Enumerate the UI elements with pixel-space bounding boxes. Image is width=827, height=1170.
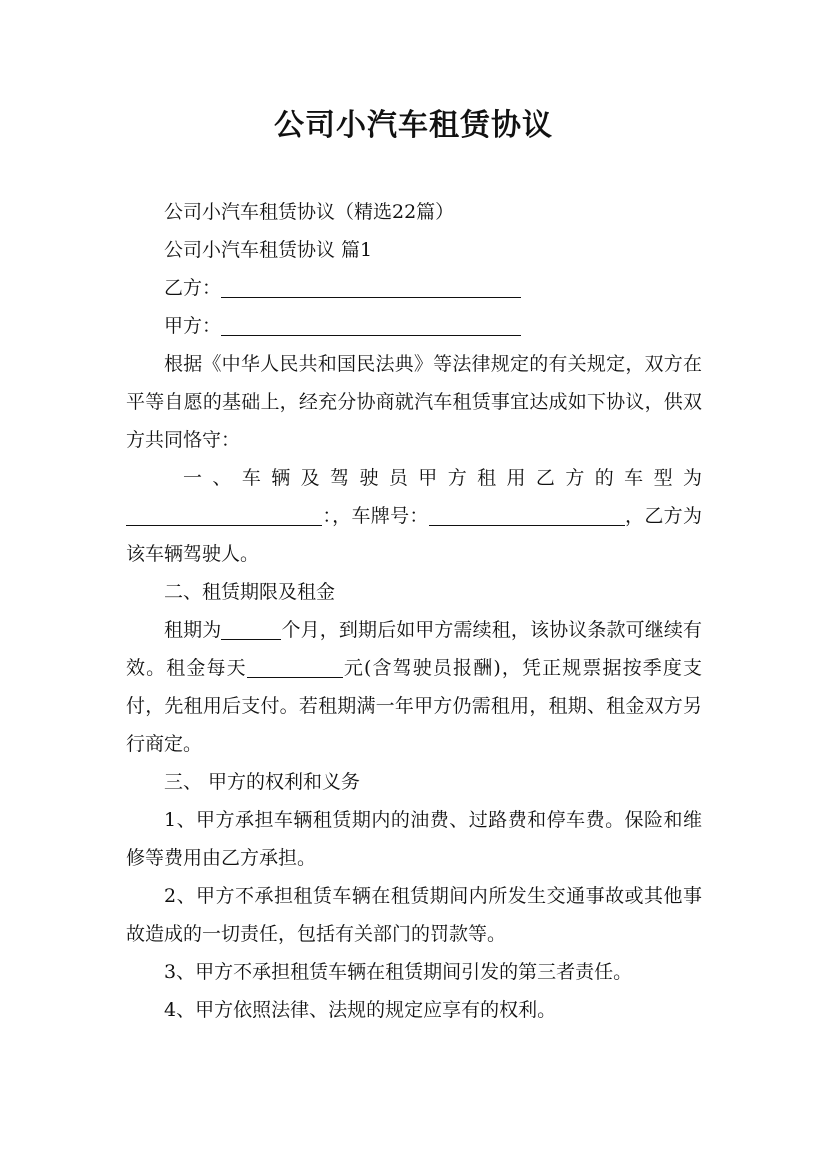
- section-heading: 公司小汽车租赁协议 篇1: [164, 239, 373, 261]
- item-3: 3、甲方不承担租赁车辆在租赁期间引发的第三者责任。: [164, 961, 633, 983]
- heading-3: 三、 甲方的权利和义务: [164, 771, 361, 793]
- clause-2-part3: 元(含驾驶员报酬)，凭正规票据按季度支付，先租用后支付。若租期满一年甲方仍需租用，租期、租金双方另行商定。: [126, 657, 702, 755]
- party-b-blank: [221, 273, 521, 298]
- heading-2: 二、租赁期限及租金: [164, 581, 336, 603]
- daily-rent-blank: [247, 653, 343, 678]
- clause-1-paragraph: [126, 459, 702, 573]
- document-body: [126, 193, 702, 1029]
- subtitle: 公司小汽车租赁协议（精选22篇）: [164, 201, 455, 223]
- plate-number-blank: [429, 501, 625, 526]
- party-a-line: [126, 307, 702, 345]
- item-1: 1、甲方承担车辆租赁期内的油费、过路费和停车费。保险和维修等费用由乙方承担。: [126, 809, 702, 869]
- document-title: 公司小汽车租赁协议: [274, 108, 553, 143]
- clause-2-paragraph: [126, 611, 702, 763]
- item-4: 4、甲方依照法律、法规的规定应享有的权利。: [164, 999, 557, 1021]
- clause-1-after-plate: ，乙方为该车辆驾驶人。: [126, 505, 702, 565]
- intro-paragraph: 根据《中华人民共和国民法典》等法律规定的有关规定，双方在平等自愿的基础上，经充分协商就汽车租赁事宜达成如下协议，供双方共同恪守：: [126, 353, 702, 451]
- clause-2-part2: 个月，到期后如甲方需续租，该协议条款可继续有效。租金每天: [126, 619, 702, 679]
- clause-2-part1: 租期为: [164, 619, 222, 641]
- term-months-blank: [221, 615, 281, 640]
- party-a-label: 甲方：: [164, 315, 222, 337]
- party-b-label: 乙方：: [164, 277, 222, 299]
- party-a-blank: [221, 311, 521, 336]
- clause-1-prefix: 一、车辆及驾驶员甲方租用乙方的车型为: [183, 467, 702, 489]
- clause-1-after-model: ：，车牌号：: [322, 505, 429, 527]
- item-2: 2、甲方不承担租赁车辆在租赁期间内所发生交通事故或其他事故造成的一切责任，包括有关部门的罚款等。: [126, 885, 702, 945]
- party-b-line: [126, 269, 702, 307]
- car-model-blank: [126, 501, 322, 526]
